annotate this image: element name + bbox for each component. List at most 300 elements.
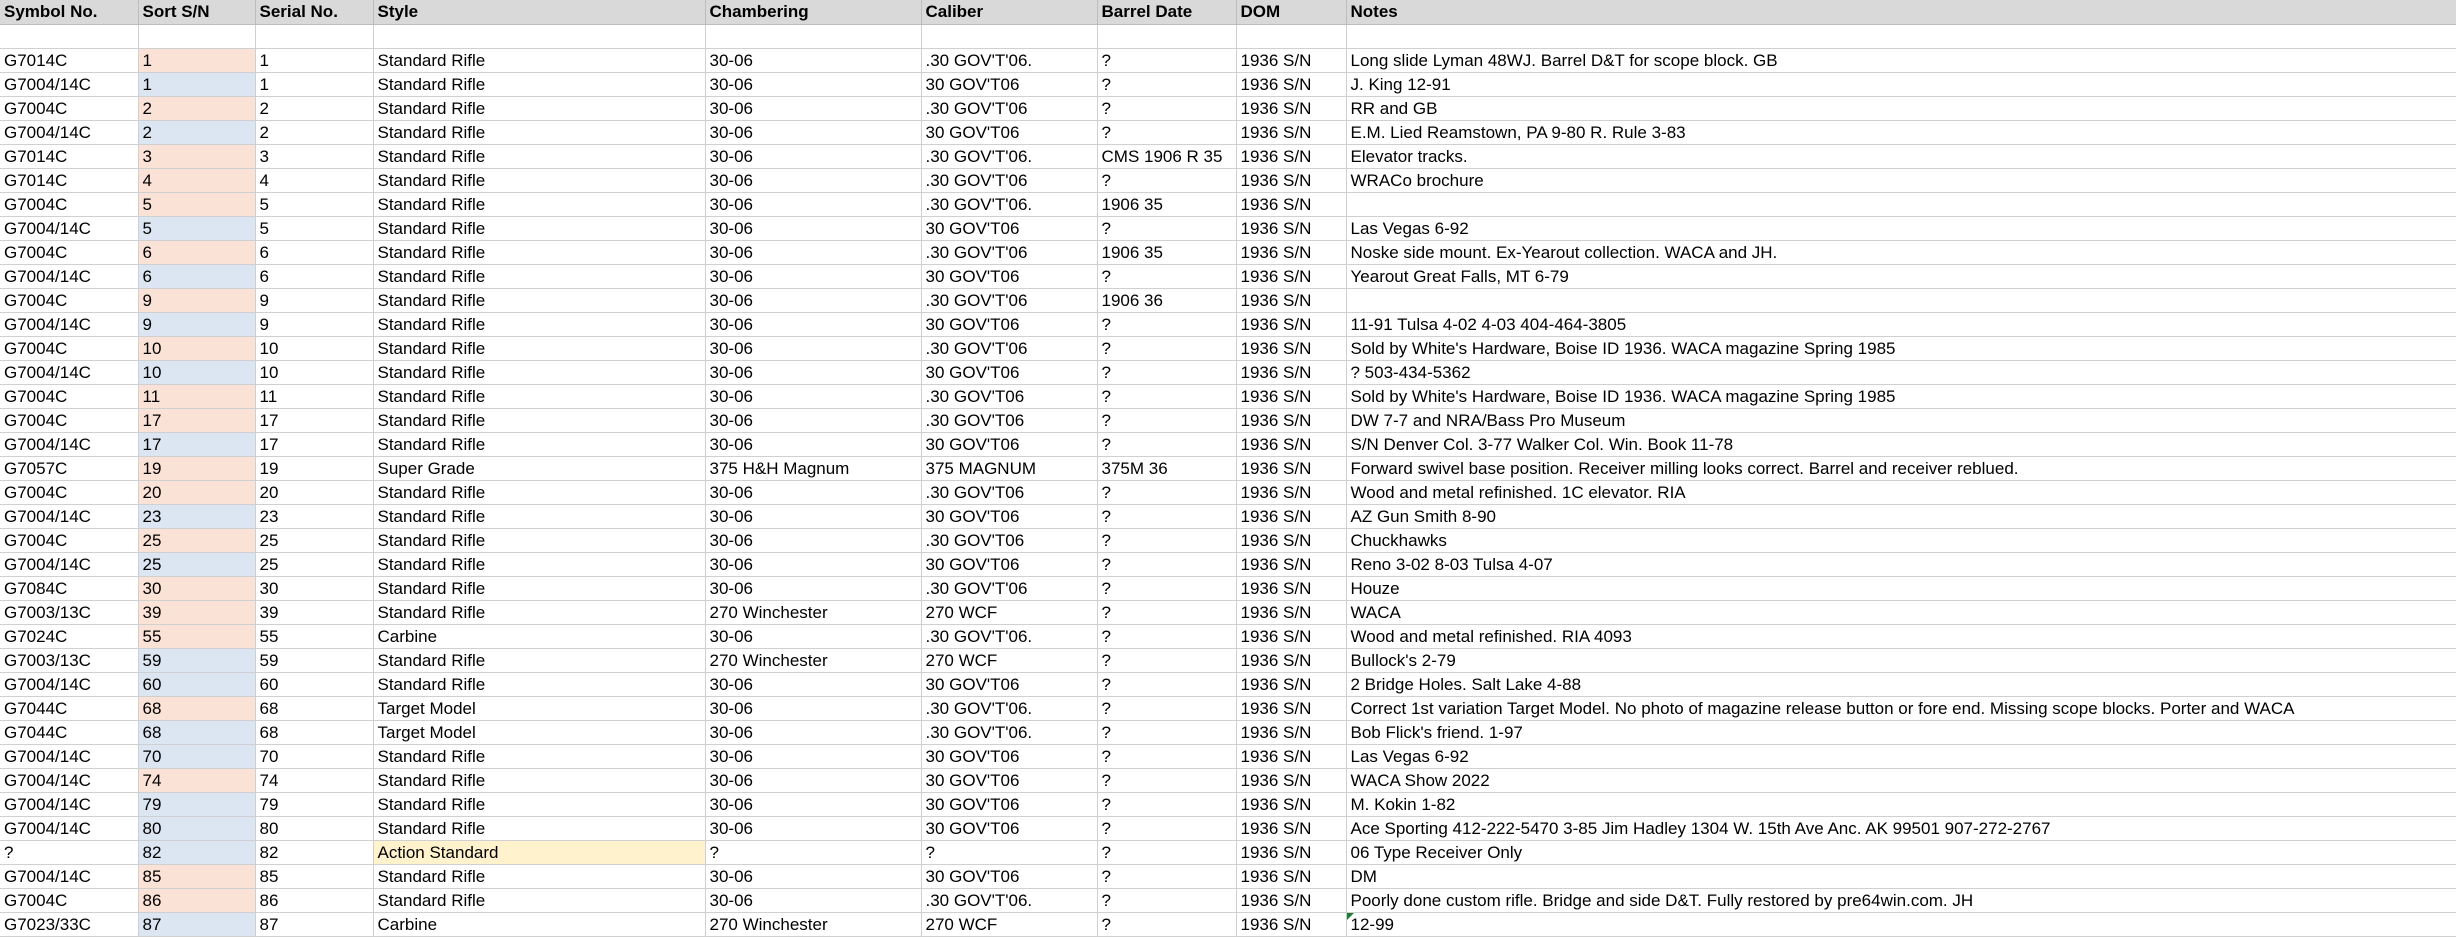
cell-dom[interactable]: 1936 S/N bbox=[1236, 49, 1346, 73]
cell-notes[interactable]: Las Vegas 6-92 bbox=[1346, 217, 2456, 241]
cell-sort-sn[interactable]: 87 bbox=[138, 913, 255, 937]
cell-notes[interactable]: Correct 1st variation Target Model. No photo of magazine release button or fore end. Missing scope blocks. Porter and WACA bbox=[1346, 697, 2456, 721]
cell-symbol-no[interactable]: G7004/14C bbox=[0, 673, 138, 697]
cell-chambering[interactable]: 30-06 bbox=[705, 241, 921, 265]
cell-sort-sn[interactable]: 82 bbox=[138, 841, 255, 865]
cell-barrel-date[interactable]: ? bbox=[1097, 385, 1236, 409]
cell-style[interactable]: Standard Rifle bbox=[373, 673, 705, 697]
cell-symbol-no[interactable]: ? bbox=[0, 841, 138, 865]
cell-style[interactable]: Target Model bbox=[373, 721, 705, 745]
cell-serial-no[interactable]: 17 bbox=[255, 433, 373, 457]
cell-notes[interactable]: E.M. Lied Reamstown, PA 9-80 R. Rule 3-83 bbox=[1346, 121, 2456, 145]
cell-serial-no[interactable]: 4 bbox=[255, 169, 373, 193]
cell-style[interactable]: Standard Rifle bbox=[373, 553, 705, 577]
cell-dom[interactable]: 1936 S/N bbox=[1236, 697, 1346, 721]
table-cell[interactable] bbox=[1346, 25, 2456, 49]
cell-sort-sn[interactable]: 17 bbox=[138, 409, 255, 433]
cell-sort-sn[interactable]: 1 bbox=[138, 73, 255, 97]
cell-symbol-no[interactable]: G7004C bbox=[0, 97, 138, 121]
cell-chambering[interactable]: 30-06 bbox=[705, 529, 921, 553]
cell-symbol-no[interactable]: G7004/14C bbox=[0, 553, 138, 577]
cell-symbol-no[interactable]: G7084C bbox=[0, 577, 138, 601]
cell-chambering[interactable]: 30-06 bbox=[705, 673, 921, 697]
cell-dom[interactable]: 1936 S/N bbox=[1236, 145, 1346, 169]
cell-sort-sn[interactable]: 25 bbox=[138, 553, 255, 577]
cell-serial-no[interactable]: 20 bbox=[255, 481, 373, 505]
cell-sort-sn[interactable]: 68 bbox=[138, 697, 255, 721]
cell-chambering[interactable]: 30-06 bbox=[705, 577, 921, 601]
cell-style[interactable]: Standard Rifle bbox=[373, 601, 705, 625]
cell-sort-sn[interactable]: 5 bbox=[138, 217, 255, 241]
cell-chambering[interactable]: 30-06 bbox=[705, 481, 921, 505]
cell-barrel-date[interactable]: ? bbox=[1097, 793, 1236, 817]
cell-notes[interactable]: Wood and metal refinished. 1C elevator. RIA bbox=[1346, 481, 2456, 505]
cell-caliber[interactable]: .30 GOV'T'06 bbox=[921, 241, 1097, 265]
cell-notes[interactable]: Houze bbox=[1346, 577, 2456, 601]
cell-barrel-date[interactable]: ? bbox=[1097, 625, 1236, 649]
header-serial-no[interactable]: Serial No. bbox=[255, 0, 373, 25]
cell-dom[interactable]: 1936 S/N bbox=[1236, 97, 1346, 121]
cell-notes[interactable]: Forward swivel base position. Receiver milling looks correct. Barrel and receiver reblued. bbox=[1346, 457, 2456, 481]
cell-caliber[interactable]: 30 GOV'T06 bbox=[921, 361, 1097, 385]
cell-notes[interactable]: Reno 3-02 8-03 Tulsa 4-07 bbox=[1346, 553, 2456, 577]
cell-caliber[interactable]: .30 GOV'T'06 bbox=[921, 337, 1097, 361]
cell-caliber[interactable]: 30 GOV'T06 bbox=[921, 793, 1097, 817]
cell-serial-no[interactable]: 1 bbox=[255, 73, 373, 97]
cell-symbol-no[interactable]: G7004C bbox=[0, 289, 138, 313]
cell-style[interactable]: Standard Rifle bbox=[373, 289, 705, 313]
cell-chambering[interactable]: 30-06 bbox=[705, 769, 921, 793]
cell-serial-no[interactable]: 9 bbox=[255, 313, 373, 337]
cell-barrel-date[interactable]: ? bbox=[1097, 313, 1236, 337]
cell-serial-no[interactable]: 68 bbox=[255, 721, 373, 745]
table-cell[interactable] bbox=[1097, 25, 1236, 49]
cell-dom[interactable]: 1936 S/N bbox=[1236, 289, 1346, 313]
cell-caliber[interactable]: 30 GOV'T06 bbox=[921, 553, 1097, 577]
table-cell[interactable] bbox=[1236, 25, 1346, 49]
cell-sort-sn[interactable]: 17 bbox=[138, 433, 255, 457]
cell-sort-sn[interactable]: 25 bbox=[138, 529, 255, 553]
cell-dom[interactable]: 1936 S/N bbox=[1236, 409, 1346, 433]
cell-caliber[interactable]: 30 GOV'T06 bbox=[921, 217, 1097, 241]
cell-notes[interactable]: 12-99 bbox=[1346, 913, 2456, 937]
cell-notes[interactable]: 11-91 Tulsa 4-02 4-03 404-464-3805 bbox=[1346, 313, 2456, 337]
cell-symbol-no[interactable]: G7004/14C bbox=[0, 73, 138, 97]
cell-style[interactable]: Standard Rifle bbox=[373, 505, 705, 529]
cell-symbol-no[interactable]: G7057C bbox=[0, 457, 138, 481]
cell-barrel-date[interactable]: ? bbox=[1097, 817, 1236, 841]
cell-dom[interactable]: 1936 S/N bbox=[1236, 217, 1346, 241]
cell-caliber[interactable]: .30 GOV'T06 bbox=[921, 409, 1097, 433]
cell-symbol-no[interactable]: G7004/14C bbox=[0, 121, 138, 145]
cell-barrel-date[interactable]: CMS 1906 R 35 bbox=[1097, 145, 1236, 169]
cell-notes[interactable]: ? 503-434-5362 bbox=[1346, 361, 2456, 385]
cell-barrel-date[interactable]: ? bbox=[1097, 505, 1236, 529]
cell-dom[interactable]: 1936 S/N bbox=[1236, 121, 1346, 145]
cell-caliber[interactable]: .30 GOV'T'06. bbox=[921, 145, 1097, 169]
cell-caliber[interactable]: .30 GOV'T'06 bbox=[921, 97, 1097, 121]
cell-symbol-no[interactable]: G7004/14C bbox=[0, 433, 138, 457]
cell-chambering[interactable]: 30-06 bbox=[705, 49, 921, 73]
cell-chambering[interactable]: 270 Winchester bbox=[705, 649, 921, 673]
cell-dom[interactable]: 1936 S/N bbox=[1236, 169, 1346, 193]
cell-chambering[interactable]: 30-06 bbox=[705, 289, 921, 313]
cell-style[interactable]: Standard Rifle bbox=[373, 169, 705, 193]
cell-serial-no[interactable]: 55 bbox=[255, 625, 373, 649]
cell-sort-sn[interactable]: 2 bbox=[138, 121, 255, 145]
table-cell[interactable] bbox=[373, 25, 705, 49]
cell-barrel-date[interactable]: ? bbox=[1097, 673, 1236, 697]
cell-chambering[interactable]: 30-06 bbox=[705, 121, 921, 145]
cell-chambering[interactable]: 30-06 bbox=[705, 361, 921, 385]
cell-symbol-no[interactable]: G7024C bbox=[0, 625, 138, 649]
cell-barrel-date[interactable]: ? bbox=[1097, 97, 1236, 121]
cell-barrel-date[interactable]: ? bbox=[1097, 121, 1236, 145]
cell-notes[interactable]: 2 Bridge Holes. Salt Lake 4-88 bbox=[1346, 673, 2456, 697]
cell-caliber[interactable]: 30 GOV'T06 bbox=[921, 313, 1097, 337]
cell-style[interactable]: Standard Rifle bbox=[373, 769, 705, 793]
cell-style[interactable]: Carbine bbox=[373, 913, 705, 937]
cell-chambering[interactable]: 30-06 bbox=[705, 721, 921, 745]
cell-symbol-no[interactable]: G7004C bbox=[0, 193, 138, 217]
cell-symbol-no[interactable]: G7014C bbox=[0, 49, 138, 73]
cell-symbol-no[interactable]: G7004C bbox=[0, 241, 138, 265]
cell-barrel-date[interactable]: ? bbox=[1097, 553, 1236, 577]
cell-caliber[interactable]: 30 GOV'T06 bbox=[921, 121, 1097, 145]
cell-notes[interactable]: Ace Sporting 412-222-5470 3-85 Jim Hadley 1304 W. 15th Ave Anc. AK 99501 907-272-2767 bbox=[1346, 817, 2456, 841]
header-notes[interactable]: Notes bbox=[1346, 0, 2456, 25]
cell-barrel-date[interactable]: ? bbox=[1097, 529, 1236, 553]
cell-dom[interactable]: 1936 S/N bbox=[1236, 481, 1346, 505]
cell-serial-no[interactable]: 39 bbox=[255, 601, 373, 625]
header-chambering[interactable]: Chambering bbox=[705, 0, 921, 25]
cell-dom[interactable]: 1936 S/N bbox=[1236, 577, 1346, 601]
cell-barrel-date[interactable]: ? bbox=[1097, 217, 1236, 241]
cell-dom[interactable]: 1936 S/N bbox=[1236, 241, 1346, 265]
cell-caliber[interactable]: 270 WCF bbox=[921, 601, 1097, 625]
cell-dom[interactable]: 1936 S/N bbox=[1236, 769, 1346, 793]
cell-caliber[interactable]: 375 MAGNUM bbox=[921, 457, 1097, 481]
cell-barrel-date[interactable]: ? bbox=[1097, 721, 1236, 745]
cell-serial-no[interactable]: 23 bbox=[255, 505, 373, 529]
cell-notes[interactable]: WACA Show 2022 bbox=[1346, 769, 2456, 793]
cell-barrel-date[interactable]: ? bbox=[1097, 601, 1236, 625]
table-cell[interactable] bbox=[255, 25, 373, 49]
cell-chambering[interactable]: 30-06 bbox=[705, 145, 921, 169]
cell-symbol-no[interactable]: G7004/14C bbox=[0, 817, 138, 841]
cell-dom[interactable]: 1936 S/N bbox=[1236, 721, 1346, 745]
table-cell[interactable] bbox=[0, 25, 138, 49]
cell-caliber[interactable]: .30 GOV'T'06. bbox=[921, 193, 1097, 217]
cell-chambering[interactable]: 30-06 bbox=[705, 433, 921, 457]
cell-symbol-no[interactable]: G7004C bbox=[0, 385, 138, 409]
cell-sort-sn[interactable]: 55 bbox=[138, 625, 255, 649]
cell-barrel-date[interactable]: ? bbox=[1097, 745, 1236, 769]
cell-style[interactable]: Standard Rifle bbox=[373, 361, 705, 385]
cell-serial-no[interactable]: 60 bbox=[255, 673, 373, 697]
cell-dom[interactable]: 1936 S/N bbox=[1236, 673, 1346, 697]
cell-serial-no[interactable]: 9 bbox=[255, 289, 373, 313]
cell-chambering[interactable]: 30-06 bbox=[705, 793, 921, 817]
cell-dom[interactable]: 1936 S/N bbox=[1236, 817, 1346, 841]
cell-style[interactable]: Standard Rifle bbox=[373, 793, 705, 817]
cell-serial-no[interactable]: 10 bbox=[255, 361, 373, 385]
cell-barrel-date[interactable]: ? bbox=[1097, 265, 1236, 289]
cell-serial-no[interactable]: 82 bbox=[255, 841, 373, 865]
cell-dom[interactable]: 1936 S/N bbox=[1236, 793, 1346, 817]
cell-serial-no[interactable]: 5 bbox=[255, 193, 373, 217]
cell-serial-no[interactable]: 70 bbox=[255, 745, 373, 769]
cell-serial-no[interactable]: 30 bbox=[255, 577, 373, 601]
cell-style[interactable]: Standard Rifle bbox=[373, 385, 705, 409]
cell-serial-no[interactable]: 25 bbox=[255, 553, 373, 577]
cell-notes[interactable]: Long slide Lyman 48WJ. Barrel D&T for scope block. GB bbox=[1346, 49, 2456, 73]
cell-sort-sn[interactable]: 23 bbox=[138, 505, 255, 529]
cell-style[interactable]: Standard Rifle bbox=[373, 409, 705, 433]
cell-style[interactable]: Standard Rifle bbox=[373, 241, 705, 265]
cell-style[interactable]: Standard Rifle bbox=[373, 817, 705, 841]
cell-serial-no[interactable]: 74 bbox=[255, 769, 373, 793]
cell-dom[interactable]: 1936 S/N bbox=[1236, 913, 1346, 937]
cell-symbol-no[interactable]: G7004/14C bbox=[0, 769, 138, 793]
cell-caliber[interactable]: 30 GOV'T06 bbox=[921, 865, 1097, 889]
cell-notes[interactable]: Las Vegas 6-92 bbox=[1346, 745, 2456, 769]
cell-symbol-no[interactable]: G7044C bbox=[0, 697, 138, 721]
header-style[interactable]: Style bbox=[373, 0, 705, 25]
header-barrel-date[interactable]: Barrel Date bbox=[1097, 0, 1236, 25]
cell-barrel-date[interactable]: ? bbox=[1097, 73, 1236, 97]
cell-sort-sn[interactable]: 1 bbox=[138, 49, 255, 73]
cell-caliber[interactable]: .30 GOV'T'06. bbox=[921, 889, 1097, 913]
cell-barrel-date[interactable]: ? bbox=[1097, 361, 1236, 385]
cell-style[interactable]: Standard Rifle bbox=[373, 745, 705, 769]
cell-style[interactable]: Standard Rifle bbox=[373, 865, 705, 889]
cell-barrel-date[interactable]: ? bbox=[1097, 913, 1236, 937]
cell-chambering[interactable]: 30-06 bbox=[705, 73, 921, 97]
cell-notes[interactable] bbox=[1346, 193, 2456, 217]
cell-serial-no[interactable]: 11 bbox=[255, 385, 373, 409]
cell-notes[interactable]: Bullock's 2-79 bbox=[1346, 649, 2456, 673]
cell-notes[interactable]: Poorly done custom rifle. Bridge and side D&T. Fully restored by pre64win.com. JH bbox=[1346, 889, 2456, 913]
cell-chambering[interactable]: 30-06 bbox=[705, 265, 921, 289]
cell-notes[interactable]: DM bbox=[1346, 865, 2456, 889]
cell-style[interactable]: Standard Rifle bbox=[373, 313, 705, 337]
cell-notes[interactable]: RR and GB bbox=[1346, 97, 2456, 121]
cell-notes[interactable]: J. King 12-91 bbox=[1346, 73, 2456, 97]
cell-serial-no[interactable]: 19 bbox=[255, 457, 373, 481]
cell-notes[interactable]: WACA bbox=[1346, 601, 2456, 625]
cell-serial-no[interactable]: 2 bbox=[255, 97, 373, 121]
cell-chambering[interactable]: 30-06 bbox=[705, 697, 921, 721]
cell-style[interactable]: Standard Rifle bbox=[373, 433, 705, 457]
cell-notes[interactable]: M. Kokin 1-82 bbox=[1346, 793, 2456, 817]
cell-notes[interactable]: DW 7-7 and NRA/Bass Pro Museum bbox=[1346, 409, 2456, 433]
cell-notes[interactable]: Noske side mount. Ex-Yearout collection. WACA and JH. bbox=[1346, 241, 2456, 265]
cell-sort-sn[interactable]: 5 bbox=[138, 193, 255, 217]
cell-dom[interactable]: 1936 S/N bbox=[1236, 553, 1346, 577]
cell-dom[interactable]: 1936 S/N bbox=[1236, 745, 1346, 769]
cell-caliber[interactable]: .30 GOV'T06 bbox=[921, 529, 1097, 553]
cell-caliber[interactable]: .30 GOV'T'06. bbox=[921, 625, 1097, 649]
cell-sort-sn[interactable]: 74 bbox=[138, 769, 255, 793]
cell-caliber[interactable]: 30 GOV'T06 bbox=[921, 505, 1097, 529]
cell-symbol-no[interactable]: G7003/13C bbox=[0, 649, 138, 673]
cell-symbol-no[interactable]: G7004/14C bbox=[0, 265, 138, 289]
cell-chambering[interactable]: 30-06 bbox=[705, 97, 921, 121]
cell-style[interactable]: Standard Rifle bbox=[373, 337, 705, 361]
cell-symbol-no[interactable]: G7004/14C bbox=[0, 313, 138, 337]
cell-dom[interactable]: 1936 S/N bbox=[1236, 529, 1346, 553]
cell-style[interactable]: Standard Rifle bbox=[373, 121, 705, 145]
cell-chambering[interactable]: 30-06 bbox=[705, 865, 921, 889]
cell-notes[interactable]: 06 Type Receiver Only bbox=[1346, 841, 2456, 865]
cell-caliber[interactable]: 30 GOV'T06 bbox=[921, 73, 1097, 97]
cell-style[interactable]: Standard Rifle bbox=[373, 889, 705, 913]
cell-barrel-date[interactable]: ? bbox=[1097, 865, 1236, 889]
cell-style[interactable]: Standard Rifle bbox=[373, 649, 705, 673]
cell-sort-sn[interactable]: 86 bbox=[138, 889, 255, 913]
cell-serial-no[interactable]: 2 bbox=[255, 121, 373, 145]
cell-chambering[interactable]: 30-06 bbox=[705, 553, 921, 577]
cell-notes[interactable]: Yearout Great Falls, MT 6-79 bbox=[1346, 265, 2456, 289]
cell-symbol-no[interactable]: G7004C bbox=[0, 337, 138, 361]
cell-dom[interactable]: 1936 S/N bbox=[1236, 193, 1346, 217]
cell-serial-no[interactable]: 85 bbox=[255, 865, 373, 889]
cell-sort-sn[interactable]: 10 bbox=[138, 361, 255, 385]
cell-symbol-no[interactable]: G7004/14C bbox=[0, 361, 138, 385]
cell-caliber[interactable]: .30 GOV'T'06 bbox=[921, 577, 1097, 601]
cell-dom[interactable]: 1936 S/N bbox=[1236, 457, 1346, 481]
cell-symbol-no[interactable]: G7004/14C bbox=[0, 793, 138, 817]
cell-chambering[interactable]: 30-06 bbox=[705, 313, 921, 337]
cell-notes[interactable]: Sold by White's Hardware, Boise ID 1936. WACA magazine Spring 1985 bbox=[1346, 337, 2456, 361]
header-sort-sn[interactable]: Sort S/N bbox=[138, 0, 255, 25]
cell-sort-sn[interactable]: 80 bbox=[138, 817, 255, 841]
cell-symbol-no[interactable]: G7004/14C bbox=[0, 217, 138, 241]
cell-sort-sn[interactable]: 2 bbox=[138, 97, 255, 121]
cell-notes[interactable]: Elevator tracks. bbox=[1346, 145, 2456, 169]
cell-sort-sn[interactable]: 4 bbox=[138, 169, 255, 193]
cell-dom[interactable]: 1936 S/N bbox=[1236, 433, 1346, 457]
cell-chambering[interactable]: 375 H&H Magnum bbox=[705, 457, 921, 481]
cell-caliber[interactable]: 30 GOV'T06 bbox=[921, 769, 1097, 793]
cell-chambering[interactable]: 30-06 bbox=[705, 625, 921, 649]
cell-sort-sn[interactable]: 85 bbox=[138, 865, 255, 889]
cell-sort-sn[interactable]: 59 bbox=[138, 649, 255, 673]
cell-style[interactable]: Standard Rifle bbox=[373, 73, 705, 97]
cell-notes[interactable] bbox=[1346, 289, 2456, 313]
cell-dom[interactable]: 1936 S/N bbox=[1236, 265, 1346, 289]
cell-style[interactable]: Standard Rifle bbox=[373, 145, 705, 169]
cell-sort-sn[interactable]: 3 bbox=[138, 145, 255, 169]
cell-caliber[interactable]: 30 GOV'T06 bbox=[921, 673, 1097, 697]
cell-sort-sn[interactable]: 6 bbox=[138, 241, 255, 265]
cell-barrel-date[interactable]: ? bbox=[1097, 649, 1236, 673]
cell-barrel-date[interactable]: 1906 35 bbox=[1097, 241, 1236, 265]
cell-dom[interactable]: 1936 S/N bbox=[1236, 865, 1346, 889]
cell-serial-no[interactable]: 6 bbox=[255, 241, 373, 265]
table-cell[interactable] bbox=[705, 25, 921, 49]
cell-style[interactable]: Standard Rifle bbox=[373, 217, 705, 241]
cell-symbol-no[interactable]: G7004/14C bbox=[0, 745, 138, 769]
cell-sort-sn[interactable]: 68 bbox=[138, 721, 255, 745]
cell-barrel-date[interactable]: ? bbox=[1097, 889, 1236, 913]
cell-symbol-no[interactable]: G7004C bbox=[0, 409, 138, 433]
cell-notes[interactable]: S/N Denver Col. 3-77 Walker Col. Win. Book 11-78 bbox=[1346, 433, 2456, 457]
cell-serial-no[interactable]: 86 bbox=[255, 889, 373, 913]
cell-chambering[interactable]: 270 Winchester bbox=[705, 601, 921, 625]
cell-caliber[interactable]: 30 GOV'T06 bbox=[921, 433, 1097, 457]
cell-caliber[interactable]: 30 GOV'T06 bbox=[921, 817, 1097, 841]
cell-symbol-no[interactable]: G7014C bbox=[0, 169, 138, 193]
cell-sort-sn[interactable]: 6 bbox=[138, 265, 255, 289]
cell-chambering[interactable]: 30-06 bbox=[705, 745, 921, 769]
cell-sort-sn[interactable]: 9 bbox=[138, 313, 255, 337]
cell-style[interactable]: Standard Rifle bbox=[373, 481, 705, 505]
cell-dom[interactable]: 1936 S/N bbox=[1236, 601, 1346, 625]
cell-chambering[interactable]: 30-06 bbox=[705, 505, 921, 529]
cell-style[interactable]: Standard Rifle bbox=[373, 97, 705, 121]
cell-barrel-date[interactable]: ? bbox=[1097, 337, 1236, 361]
cell-sort-sn[interactable]: 9 bbox=[138, 289, 255, 313]
cell-chambering[interactable]: 30-06 bbox=[705, 337, 921, 361]
cell-symbol-no[interactable]: G7004/14C bbox=[0, 865, 138, 889]
cell-barrel-date[interactable]: ? bbox=[1097, 433, 1236, 457]
cell-symbol-no[interactable]: G7004C bbox=[0, 481, 138, 505]
cell-caliber[interactable]: 30 GOV'T06 bbox=[921, 265, 1097, 289]
cell-barrel-date[interactable]: 375M 36 bbox=[1097, 457, 1236, 481]
cell-dom[interactable]: 1936 S/N bbox=[1236, 505, 1346, 529]
cell-notes[interactable]: Wood and metal refinished. RIA 4093 bbox=[1346, 625, 2456, 649]
cell-sort-sn[interactable]: 10 bbox=[138, 337, 255, 361]
cell-sort-sn[interactable]: 79 bbox=[138, 793, 255, 817]
cell-caliber[interactable]: 270 WCF bbox=[921, 649, 1097, 673]
cell-barrel-date[interactable]: ? bbox=[1097, 409, 1236, 433]
cell-dom[interactable]: 1936 S/N bbox=[1236, 313, 1346, 337]
cell-serial-no[interactable]: 10 bbox=[255, 337, 373, 361]
cell-caliber[interactable]: 30 GOV'T06 bbox=[921, 745, 1097, 769]
cell-barrel-date[interactable]: ? bbox=[1097, 169, 1236, 193]
cell-sort-sn[interactable]: 60 bbox=[138, 673, 255, 697]
cell-chambering[interactable]: 30-06 bbox=[705, 817, 921, 841]
cell-chambering[interactable]: 30-06 bbox=[705, 409, 921, 433]
cell-chambering[interactable]: 30-06 bbox=[705, 385, 921, 409]
cell-sort-sn[interactable]: 20 bbox=[138, 481, 255, 505]
cell-serial-no[interactable]: 79 bbox=[255, 793, 373, 817]
cell-style[interactable]: Carbine bbox=[373, 625, 705, 649]
cell-style[interactable]: Target Model bbox=[373, 697, 705, 721]
cell-style[interactable]: Standard Rifle bbox=[373, 577, 705, 601]
cell-notes[interactable]: Chuckhawks bbox=[1346, 529, 2456, 553]
cell-notes[interactable]: Sold by White's Hardware, Boise ID 1936. WACA magazine Spring 1985 bbox=[1346, 385, 2456, 409]
cell-notes[interactable]: WRACo brochure bbox=[1346, 169, 2456, 193]
cell-caliber[interactable]: .30 GOV'T'06. bbox=[921, 721, 1097, 745]
cell-symbol-no[interactable]: G7004/14C bbox=[0, 505, 138, 529]
cell-notes[interactable]: Bob Flick's friend. 1-97 bbox=[1346, 721, 2456, 745]
cell-serial-no[interactable]: 80 bbox=[255, 817, 373, 841]
cell-symbol-no[interactable]: G7003/13C bbox=[0, 601, 138, 625]
header-symbol-no[interactable]: Symbol No. bbox=[0, 0, 138, 25]
cell-barrel-date[interactable]: ? bbox=[1097, 577, 1236, 601]
cell-dom[interactable]: 1936 S/N bbox=[1236, 649, 1346, 673]
cell-caliber[interactable]: ? bbox=[921, 841, 1097, 865]
cell-style[interactable]: Action Standard bbox=[373, 841, 705, 865]
cell-sort-sn[interactable]: 39 bbox=[138, 601, 255, 625]
cell-dom[interactable]: 1936 S/N bbox=[1236, 841, 1346, 865]
table-cell[interactable] bbox=[138, 25, 255, 49]
cell-caliber[interactable]: .30 GOV'T'06 bbox=[921, 169, 1097, 193]
cell-style[interactable]: Super Grade bbox=[373, 457, 705, 481]
